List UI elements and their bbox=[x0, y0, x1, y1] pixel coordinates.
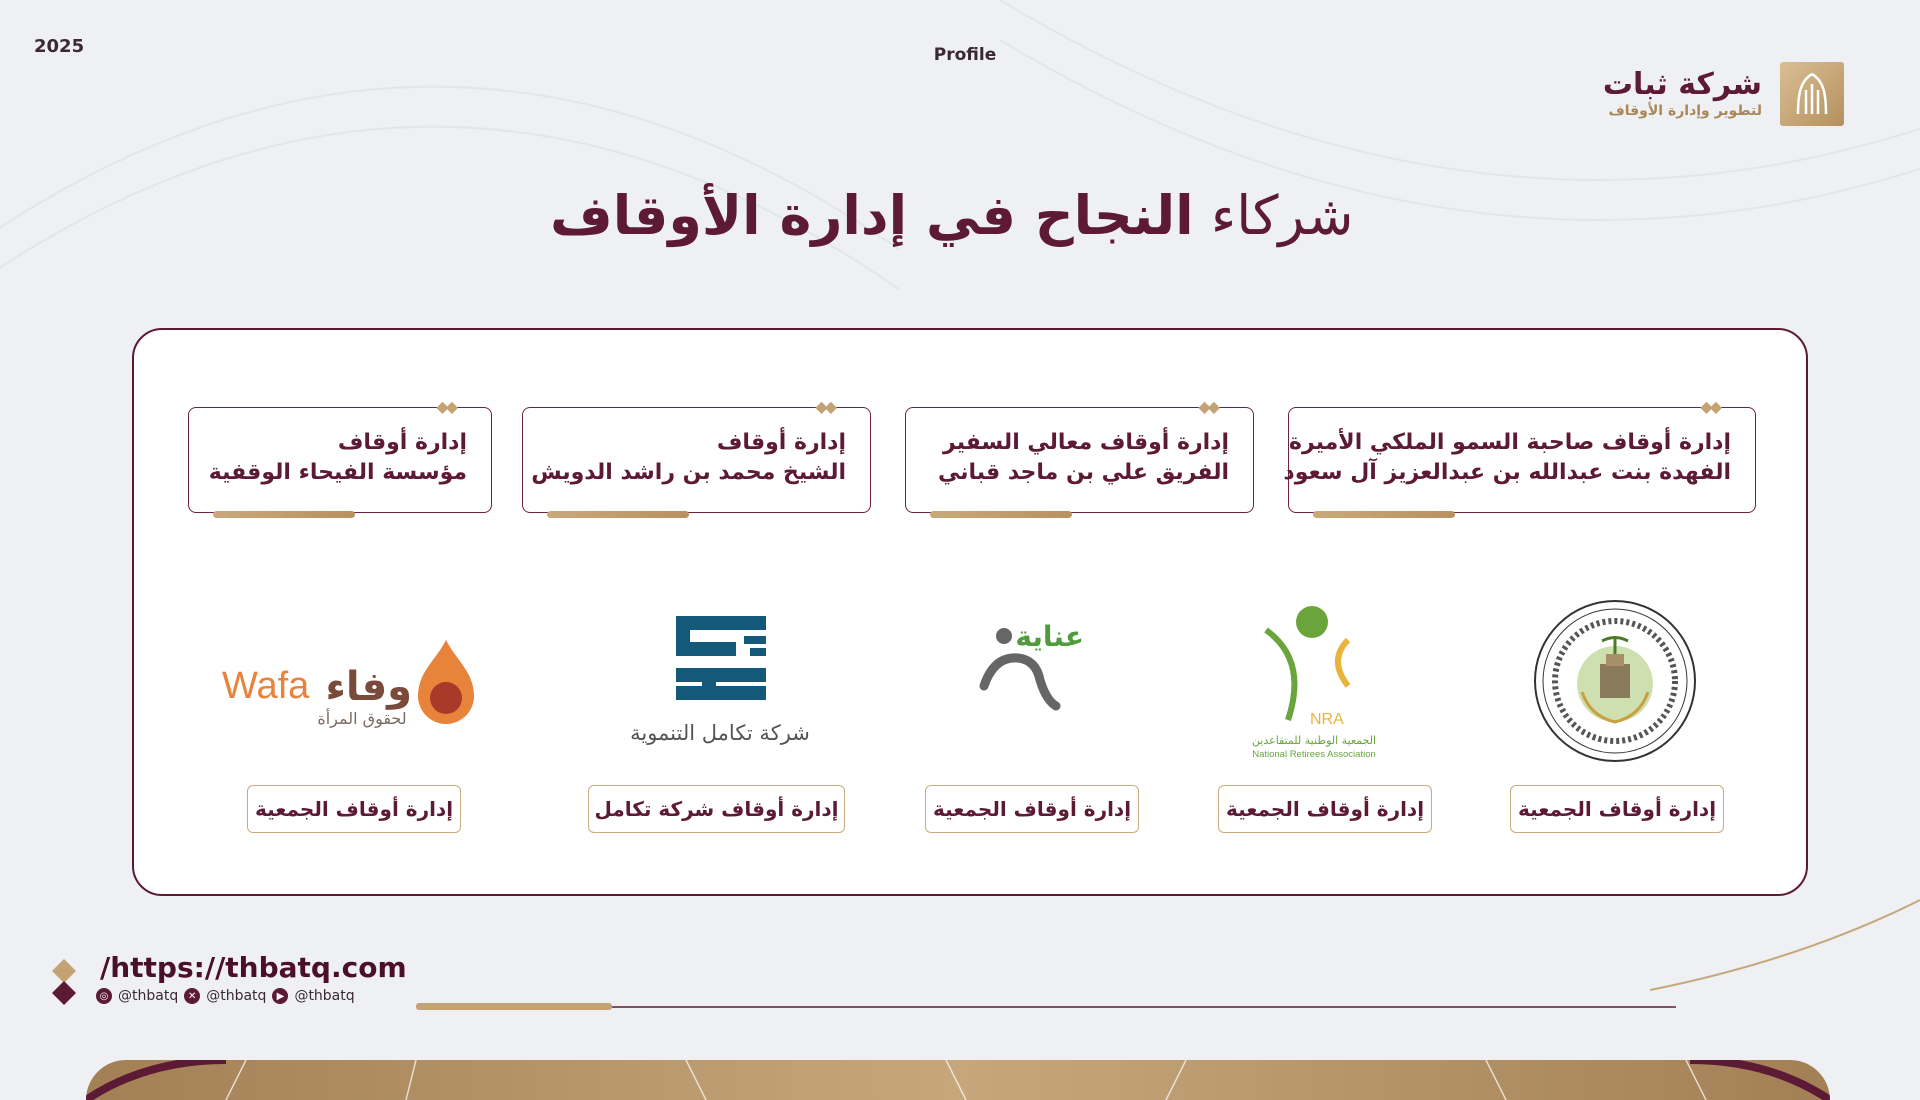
partner-label: إدارة أوقاف الجمعية bbox=[247, 785, 461, 833]
partner-label: إدارة أوقاف الجمعية bbox=[1510, 785, 1724, 833]
enaya-logo bbox=[944, 600, 1104, 760]
category-card bbox=[522, 397, 871, 513]
accent-bar bbox=[1313, 511, 1455, 518]
website-link[interactable]: /https://thbatq.com bbox=[100, 951, 407, 984]
year-label: 2025 bbox=[34, 36, 85, 57]
partner-label: إدارة أوقاف الجمعية bbox=[925, 785, 1139, 833]
brand-name: شركة ثبات bbox=[1602, 67, 1762, 102]
diamonds-icon: ◆◆ bbox=[1198, 397, 1217, 416]
category-line: إدارة أوقاف bbox=[337, 430, 467, 455]
category-card bbox=[1283, 397, 1756, 513]
nra-arabic-name: الجمعية الوطنية للمتقاعدين bbox=[1251, 734, 1377, 747]
nra-english-name: National Retirees Association bbox=[1252, 749, 1376, 760]
social-links bbox=[96, 988, 355, 1004]
nra-abbr: NRA bbox=[1310, 711, 1344, 728]
nra-logo bbox=[1238, 600, 1398, 760]
category-line: الفريق علي بن ماجد قباني bbox=[938, 460, 1229, 485]
seal-logo bbox=[1530, 596, 1700, 766]
diamonds-icon: ◆◆ bbox=[436, 397, 455, 416]
partner-label: إدارة أوقاف الجمعية bbox=[1218, 785, 1432, 833]
brand-logo bbox=[1603, 62, 1844, 126]
page-title bbox=[550, 170, 1376, 260]
diamonds-icon: ◆◆ bbox=[815, 397, 834, 416]
takamul-logo bbox=[608, 610, 828, 760]
youtube-icon[interactable]: ▶ bbox=[272, 988, 288, 1004]
wafa-english: Wafa bbox=[222, 665, 310, 707]
accent-bar bbox=[930, 511, 1072, 518]
instagram-icon[interactable]: ◎ bbox=[96, 988, 112, 1004]
profile-label: Profile bbox=[933, 45, 997, 65]
category-line: إدارة أوقاف معالي السفير bbox=[943, 430, 1229, 455]
partner-label: إدارة أوقاف شركة تكامل bbox=[588, 785, 845, 833]
x-handle[interactable]: @thbatq bbox=[206, 988, 267, 1004]
footer-diamonds-icon bbox=[50, 957, 78, 1007]
footer-divider bbox=[416, 1003, 1676, 1011]
enaya-name: عناية bbox=[1015, 620, 1084, 653]
title-bold: النجاح في إدارة الأوقاف bbox=[550, 183, 1194, 247]
category-line: إدارة أوقاف صاحبة السمو الملكي الأميرة bbox=[1289, 430, 1731, 455]
category-line: الشيخ محمد بن راشد الدويش bbox=[531, 460, 846, 485]
takamul-name: شركة تكامل التنموية bbox=[630, 721, 810, 745]
wafa-arabic: وفاء bbox=[325, 664, 412, 710]
wafa-logo bbox=[222, 636, 488, 736]
category-line: مؤسسة الفيحاء الوقفية bbox=[208, 460, 467, 485]
x-icon[interactable]: ✕ bbox=[184, 988, 200, 1004]
accent-bar bbox=[213, 511, 355, 518]
wafa-subtitle: لحقوق المرأة bbox=[317, 709, 407, 728]
title-light: شركاء bbox=[1210, 183, 1354, 247]
category-line: إدارة أوقاف bbox=[716, 430, 846, 455]
youtube-handle[interactable]: @thbatq bbox=[294, 988, 355, 1004]
category-card bbox=[905, 397, 1254, 513]
diamonds-icon: ◆◆ bbox=[1700, 397, 1719, 416]
category-line: الفهدة بنت عبدالله بن عبدالعزيز آل سعود bbox=[1283, 460, 1731, 485]
category-card bbox=[188, 397, 492, 513]
brand-subtitle: لتطوير وإدارة الأوقاف bbox=[1608, 103, 1762, 119]
accent-bar bbox=[547, 511, 689, 518]
bottom-decorative-band bbox=[86, 1060, 1830, 1100]
instagram-handle[interactable]: @thbatq bbox=[118, 988, 179, 1004]
brand-emblem-icon bbox=[1780, 62, 1844, 126]
